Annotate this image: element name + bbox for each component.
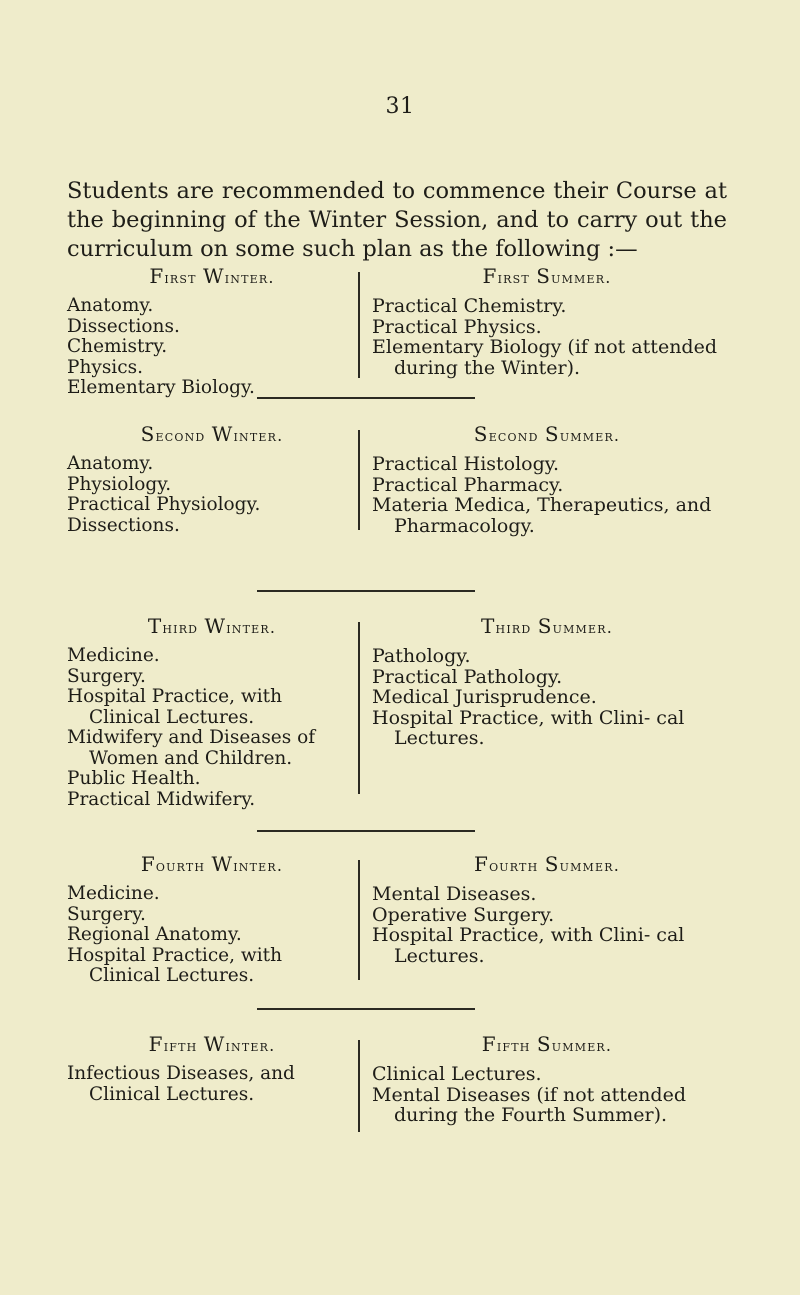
year-1-block: [0, 264, 800, 398]
fifth-summer-column: [372, 1032, 722, 1126]
fifth-winter-column: [67, 1032, 357, 1105]
column-divider: [358, 622, 360, 794]
list-item: Anatomy.: [67, 295, 154, 316]
second-winter-heading: Second Winter.: [140, 422, 284, 446]
list-item: Midwifery and Diseases of Women and Children.: [67, 727, 316, 769]
list-item: Materia Medica, Therapeutics, and Pharmacology.: [372, 494, 712, 537]
year-4-block: [0, 852, 800, 986]
second-summer-column: [372, 422, 722, 536]
list-item: Practical Chemistry.: [372, 295, 567, 317]
list-item: Practical Histology.: [372, 453, 560, 475]
third-summer-list: [372, 646, 722, 749]
list-item: Clinical Lectures.: [372, 1063, 542, 1085]
third-winter-list: [67, 646, 357, 810]
list-item: Surgery.: [67, 665, 146, 687]
section-divider: [257, 397, 475, 399]
section-divider: [257, 590, 475, 592]
fifth-summer-heading: Fifth Summer.: [481, 1032, 613, 1056]
fifth-winter-heading: Fifth Winter.: [148, 1032, 276, 1056]
third-winter-column: [67, 614, 357, 810]
fourth-summer-list: [372, 884, 722, 966]
list-item: Practical Midwifery.: [67, 788, 256, 810]
fourth-winter-column: [67, 852, 357, 987]
list-item: Medicine.: [67, 883, 160, 904]
fourth-summer-column: [372, 852, 722, 966]
third-summer-column: [372, 614, 722, 749]
list-item: Hospital Practice, with Clini- cal Lectures.: [372, 706, 685, 749]
list-item: Elementary Biology.: [67, 377, 255, 398]
third-winter-heading: Third Winter.: [147, 614, 277, 638]
list-item: Practical Pharmacy.: [372, 473, 564, 496]
first-summer-list: [372, 296, 722, 378]
list-item: Mental Diseases (if not attended during the Fourth Summer).: [372, 1083, 686, 1126]
column-divider: [358, 272, 360, 378]
first-winter-list: [67, 296, 357, 399]
list-item: Dissections.: [67, 315, 180, 337]
list-item: Elementary Biology (if not attended during the Winter).: [372, 336, 717, 379]
column-divider: [358, 1040, 360, 1132]
column-divider: [358, 430, 360, 530]
list-item: Anatomy.: [67, 453, 154, 474]
list-item: Infectious Diseases, and Clinical Lectures.: [67, 1063, 295, 1105]
intro-paragraph: Students are recommended to commence their Course at the beginning of the Winter Session, and to carry out the curriculum on some such plan as the following :—: [67, 177, 727, 262]
list-item: Practical Physiology.: [67, 494, 261, 515]
column-divider: [358, 860, 360, 980]
list-item: Medical Jurisprudence.: [372, 686, 597, 708]
list-item: Physics.: [67, 356, 143, 378]
list-item: Regional Anatomy.: [67, 924, 242, 945]
list-item: Physiology.: [67, 473, 172, 495]
second-summer-heading: Second Summer.: [473, 422, 621, 446]
year-5-block: [0, 1032, 800, 1132]
list-item: Hospital Practice, with Clinical Lectures.: [67, 686, 282, 728]
list-item: Practical Physics.: [372, 315, 542, 338]
fourth-winter-heading: Fourth Winter.: [140, 852, 284, 876]
list-item: Operative Surgery.: [372, 903, 555, 926]
list-item: Surgery.: [67, 903, 146, 925]
first-summer-column: [372, 264, 722, 378]
list-item: Mental Diseases.: [372, 883, 537, 905]
fifth-summer-list: [372, 1064, 722, 1126]
first-summer-heading: First Summer.: [482, 264, 612, 288]
year-3-block: [0, 614, 800, 810]
section-divider: [257, 830, 475, 832]
third-summer-heading: Third Summer.: [481, 614, 613, 638]
fourth-winter-list: [67, 884, 357, 987]
list-item: Public Health.: [67, 768, 201, 789]
second-summer-list: [372, 454, 722, 536]
section-divider: [257, 1008, 475, 1010]
fifth-winter-list: [67, 1064, 357, 1105]
first-winter-column: [67, 264, 357, 399]
year-2-block: [0, 422, 800, 537]
list-item: Practical Pathology.: [372, 665, 563, 688]
list-item: Medicine.: [67, 645, 160, 666]
page-number: 31: [385, 94, 415, 119]
second-winter-list: [67, 454, 357, 536]
first-winter-heading: First Winter.: [149, 264, 275, 288]
second-winter-column: [67, 422, 357, 536]
list-item: Hospital Practice, with Clinical Lectures.: [67, 944, 282, 986]
fourth-summer-heading: Fourth Summer.: [474, 852, 620, 876]
list-item: Dissections.: [67, 514, 180, 536]
list-item: Chemistry.: [67, 336, 168, 357]
list-item: Pathology.: [372, 645, 471, 667]
list-item: Hospital Practice, with Clini- cal Lectures.: [372, 924, 685, 967]
